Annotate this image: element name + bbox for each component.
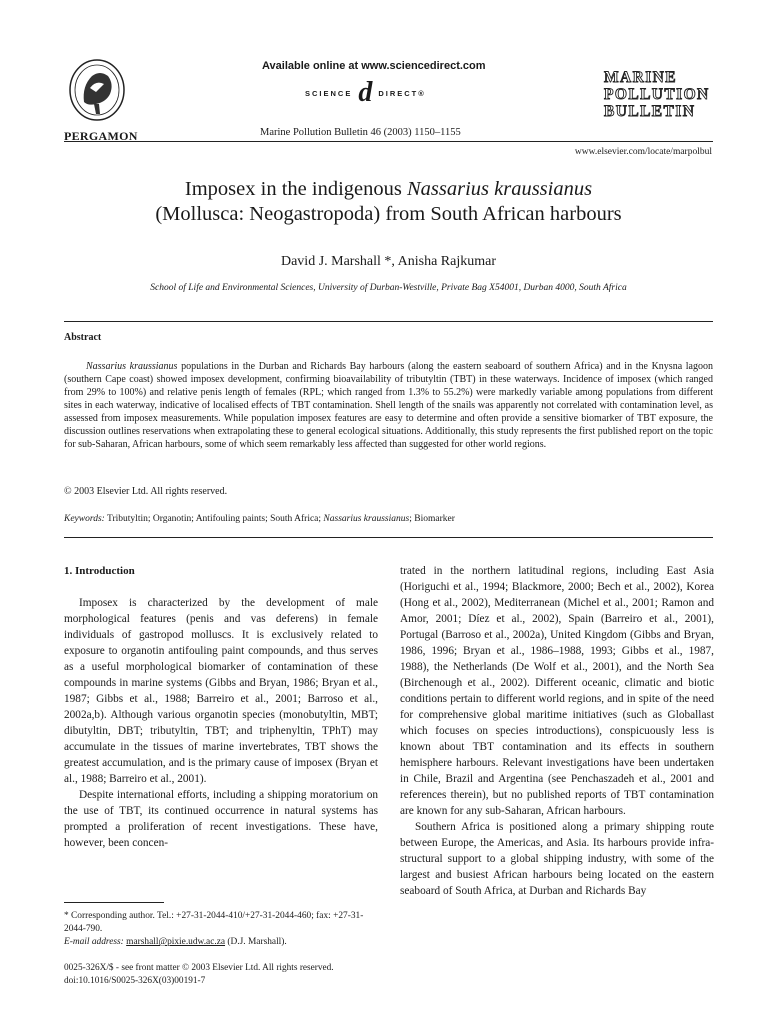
- sd-at-icon: d: [358, 77, 373, 108]
- email-suffix: (D.J. Marshall).: [225, 937, 287, 947]
- available-online-text: Available online at www.sciencedirect.com: [262, 60, 486, 72]
- journal-logo-line: BULLETIN: [604, 103, 696, 120]
- doi-line: doi:10.1016/S0025-326X(03)00191-7: [64, 976, 206, 986]
- sciencedirect-logo: [305, 79, 426, 107]
- header-rule: [64, 141, 713, 142]
- abstract-bottom-rule: [64, 537, 713, 538]
- journal-logo: [604, 69, 710, 120]
- left-column: [64, 563, 378, 851]
- issn-line: 0025-326X/$ - see front matter © 2003 Elsevier Ltd. All rights reserved.: [64, 963, 334, 973]
- email-link[interactable]: marshall@pixie.udw.ac.za: [126, 937, 226, 947]
- journal-citation: Marine Pollution Bulletin 46 (2003) 1150–1155: [260, 127, 461, 138]
- elsevier-tree-logo-icon: [66, 58, 128, 124]
- body-paragraph: trated in the northern latitudinal regions, including East Asia (Horiguchi et al., 1994; Blackmore, 2000; Bech et al., 2002), Korea (Hong et al., 2002), Mediterranean (Michel et al., 2001; Ramon and Amor, 2001; Díez et al., 2002), Spain (Barreiro et al., 2001), Portugal (Barroso et al., 2002a), United Kingdom (Gibbs and Bryan, 1986, 1996; Bryan et al., 1986–1988, 1993; Gibbs et al., 1987, 1988), the Netherlands (De Wolf et al., 2001), and the North Sea (Birchenough et al., 2002). Different oceanic, climatic and biotic conditions pertain to different world regions, and in spite of the need for comprehensive global maritime initiatives (such as Globallast which focuses on species introductions), conspicuously less is known about TBT contamination and its effects in southern hemisphere harbours. Relevant investigations have been undertaken in Chile, Brazil and Argentina (see Penchaszadeh et al., 2001 and references therein), but no published reports of TBT contamination are known for any sub-Saharan, African harbours.: [400, 565, 714, 817]
- affiliation: School of Life and Environmental Sciences, University of Durban-Westville, Private Bag X54001, Durban 4000, South Africa: [150, 283, 627, 293]
- title-line2: (Mollusca: Neogastropoda) from South African harbours: [155, 203, 622, 225]
- sd-right-text: DIRECT®: [378, 88, 426, 98]
- footnote-rule: [64, 902, 164, 903]
- keywords-end: ; Biomarker: [409, 514, 455, 524]
- author-list: David J. Marshall *, Anisha Rajkumar: [280, 254, 497, 269]
- footnote: [64, 910, 378, 949]
- keywords-text: Tributyltin; Organotin; Antifouling paints; South Africa;: [104, 514, 324, 524]
- title-species: Nassarius kraussianus: [406, 178, 593, 200]
- journal-url-link[interactable]: www.elsevier.com/locate/marpolbul: [574, 147, 712, 157]
- article-title: [64, 177, 713, 227]
- journal-logo-line: MARINE: [604, 69, 677, 86]
- body-paragraph: Imposex is characterized by the development of male morphological features (penis and vas deferens) in female individuals of gastropod molluscs. It is exclusively related to exposure to organotin antifouling paint compounds, and thus serves as a useful morphological biomarker of contamination of these compounds in marine systems (Gibbs and Bryan, 1986; Bryan et al., 1987; Gibbs et al., 1988; Barreiro et al., 2001; Barroso et al., 2002a,b). Although various organotin species (monobutyltin, MBT; dibutyltin, DBT; tributyltin, TBT; and triphenyltin, TPhT) may accumulate in the tissues of marine invertebrates, TBT shows the greatest accumulation, and is the primary cause of imposex (Bryan et al., 1988; Barreiro et al., 2001).: [64, 597, 378, 785]
- copyright-line: © 2003 Elsevier Ltd. All rights reserved.: [64, 486, 228, 497]
- email-label: E-mail address:: [64, 937, 124, 947]
- body-paragraph: Southern Africa is positioned along a primary shipping route between Europe, the Americas, and Asia. Its harbours provide infra-structural support to a global shipping industry, with some of the largest and busiest African harbours being located on the eastern seaboard of South Africa, at Durban and Richards Bay: [400, 821, 714, 897]
- issn-info: [64, 962, 334, 988]
- body-paragraph: Despite international efforts, including a shipping moratorium on the use of TBT, its continued occurrence in natural systems has prompted a proliferation of recent investigations. These have, however, been concen-: [64, 789, 378, 849]
- sd-left-text: SCIENCE: [305, 88, 353, 98]
- keywords-italic: Nassarius kraussianus: [323, 514, 410, 524]
- keywords-label: Keywords:: [64, 514, 105, 524]
- abstract-body: populations in the Durban and Richards Bay harbours (along the eastern seaboard of southern Africa) and in the Knysna lagoon (southern Cape coast) showed imposex development, confirming bioavailability of tributyltin (TBT) in these waterways. Incidence of imposex (which ranged from 29% to 100%) and relative penis length of females (RPL; which ranged from 1.3% to 55.2%) were markedly variable among populations from different sites in each waterway, indicative of localised effects of TBT contamination. Shell length of the snails was apparently not correlated with contamination level, as assessed from imposex measurements. While population imposex features are easy to determine and often provide a sensitive biomarker of TBT exposure, the discussion outlines reservations when extrapolating these to general ecological situations. Additionally, this study represents the first published report on the topic for sub-Saharan, African harbours, some of which seem remarkably less affected than suggested for other world regions.: [64, 361, 713, 450]
- journal-logo-line: POLLUTION: [604, 86, 710, 103]
- abstract-species: Nassarius kraussianus: [86, 361, 178, 372]
- footnote-contact: Corresponding author. Tel.: +27-31-2044-410/+27-31-2044-460; fax: +27-31-2044-790.: [64, 911, 364, 934]
- section-heading: 1. Introduction: [64, 565, 135, 577]
- keywords: [64, 514, 455, 524]
- abstract-heading: Abstract: [64, 332, 102, 343]
- abstract-top-rule: [64, 321, 713, 322]
- right-column: [400, 563, 714, 899]
- abstract-text: [64, 360, 713, 451]
- title-prefix: Imposex in the indigenous: [184, 178, 407, 200]
- publisher-name: PERGAMON: [64, 129, 138, 143]
- footnote-mark: *: [64, 911, 69, 921]
